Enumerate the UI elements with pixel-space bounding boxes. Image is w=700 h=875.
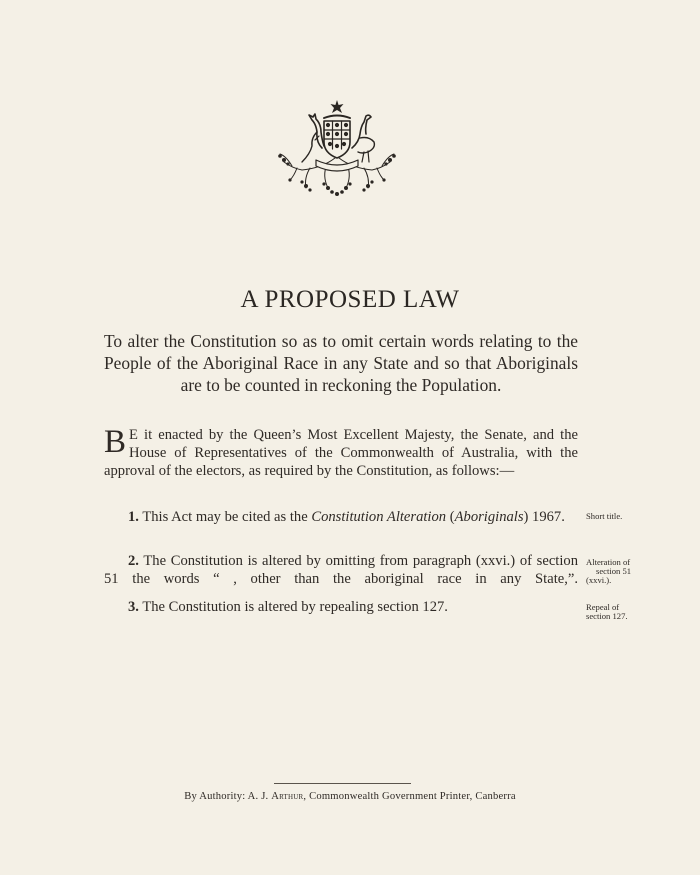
clause-text: ( — [446, 509, 455, 525]
clause-number: 1. — [128, 509, 139, 525]
clause-text: The Constitution is altered by omitting from paragraph (xxvi.) of section 51 the words “ , other than the aboriginal race in any State,”. — [104, 553, 578, 587]
document-subtitle: To alter the Constitution so as to omit certain words relating to the People of the Aboriginal Race in any State and so that Aboriginals are to be counted in reckoning the Population. — [104, 331, 578, 395]
printer-imprint — [0, 791, 700, 802]
clause-italic-title: Aboriginals — [454, 509, 524, 525]
clause-text: This Act may be cited as the — [138, 509, 312, 525]
clause-italic-title: Constitution Alteration — [311, 509, 447, 525]
margin-note-alteration — [586, 558, 648, 585]
margin-note-repeal — [586, 603, 648, 621]
document-title: A PROPOSED LAW — [240, 286, 460, 313]
enacting-text: E it enacted by the Queen’s Most Excellent Majesty, the Senate, and the House of Representatives of the Commonwealth of Australia, with the approval of the electors, as required by the Constitution, as follows:— — [104, 427, 578, 479]
margin-note-line: Alteration of — [586, 557, 631, 567]
margin-note-line: section 127. — [586, 611, 628, 621]
enacting-clause — [104, 426, 578, 480]
margin-note-short-title: Short title. — [586, 511, 623, 521]
clause-text: The Constitution is altered by repealing section 127. — [138, 599, 448, 615]
margin-note-line: Repeal of — [586, 602, 620, 612]
clause-1 — [104, 508, 578, 526]
margin-note-line: section 51 — [596, 566, 632, 576]
clause-text: ) 1967. — [523, 509, 565, 525]
imprint-prefix: By Authority: A. J. — [184, 791, 272, 802]
margin-note-line: (xxvi.). — [586, 575, 612, 585]
footer-divider — [274, 783, 411, 784]
imprint-printer-name: Arthur — [271, 791, 304, 802]
clause-number: 2. — [128, 553, 139, 569]
drop-cap: B — [104, 424, 127, 460]
clause-3 — [104, 598, 578, 616]
clause-number: 3. — [128, 599, 139, 615]
imprint-suffix: , Commonwealth Government Printer, Canberra — [303, 791, 516, 802]
commonwealth-coat-of-arms-icon — [272, 98, 402, 198]
clause-2 — [104, 552, 578, 588]
